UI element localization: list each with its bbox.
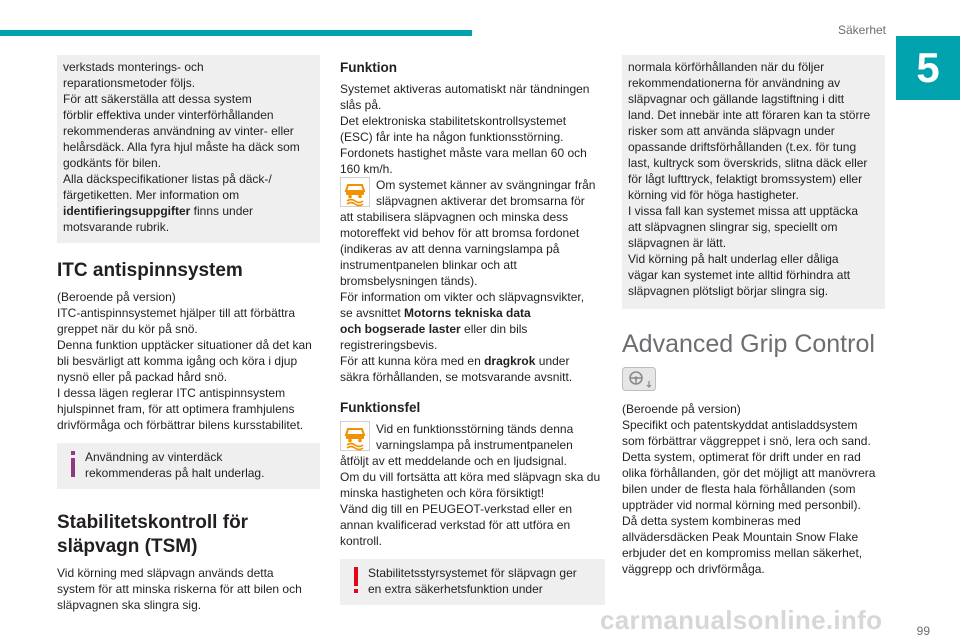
tsm-heading — [57, 511, 320, 559]
text-line: släpvagnen är lätt. — [628, 236, 727, 250]
text-line: Vid en funktionsstörning tänds denna — [376, 422, 574, 436]
text-line: olika förhållanden, gör det möjligt att manövrera — [622, 466, 876, 480]
text-line: som förbättrar väggreppet i snö, lera och sand. — [622, 434, 871, 448]
text-line: godkänts för bilen. — [63, 156, 162, 170]
text-line: Det elektroniska stabilitetskontrollsystemet — [340, 114, 567, 128]
text-line: land. Det innebär inte att föraren kan ta större — [628, 108, 871, 122]
text-line: nysnö eller på packad hård snö. — [57, 370, 228, 384]
text-line: allvädersdäcken Peak Mountain Snow Flake — [622, 530, 859, 544]
warning-continued-box — [622, 55, 885, 309]
exclamation-icon — [344, 565, 368, 595]
text-line: att släpvagnen slingrar sig, speciellt om — [628, 220, 838, 234]
info-note-box — [57, 443, 320, 489]
itc-heading: ITC antispinnsystem — [57, 260, 243, 281]
warning-note-box — [340, 559, 605, 605]
text-line: normala körförhållanden när du följer — [628, 60, 825, 74]
bold-reference: identifieringsuppgifter — [63, 204, 191, 218]
text-fragment: För att kunna köra med en — [340, 354, 485, 368]
text-line: Vänd dig till en PEUGEOT-verkstad eller en — [340, 502, 573, 516]
trailer-sway-warning-icon — [340, 177, 370, 207]
text-line: säkra förhållanden, se motsvarande avsnitt. — [340, 370, 573, 384]
text-line: Vid körning på halt underlag eller dåliga — [628, 252, 839, 266]
text-line: Specifikt och patentskyddat antisladdsystem — [622, 418, 858, 432]
agc-heading: Advanced Grip Control — [622, 330, 875, 358]
text-line: (indikeras av att denna varningslampa på — [340, 242, 560, 256]
wrap-block-1 — [340, 177, 605, 209]
text-line: Vid körning med släpvagn används detta — [57, 566, 274, 580]
text-line — [340, 305, 605, 321]
text-line: uppträder vid normal körning med personbil). — [622, 498, 861, 512]
text-line: vägar kan systemet inte alltid förhindra att — [628, 268, 851, 282]
text-line: opassande driftsförhållanden (t.ex. för tung — [628, 140, 857, 154]
continued-note-box — [57, 55, 320, 243]
text-line: Alla däckspecifikationer listas på däck-/ — [63, 172, 272, 186]
text-line: Användning av vinterdäck — [85, 450, 223, 464]
agc-body — [622, 401, 885, 577]
column-3 — [622, 55, 885, 577]
text-line: helårsdäck. Alla fyra hjul måste ha däck som — [63, 140, 300, 154]
trailer-sway-warning-icon — [340, 421, 370, 451]
text-line: drivförmåga och förbättrar bilens kursstabilitet. — [57, 418, 304, 432]
text-line: rekommenderas på halt underlag. — [85, 466, 265, 480]
text-line: reparationsmetoder följs. — [63, 76, 196, 90]
text-line — [340, 353, 605, 369]
column-2 — [340, 55, 605, 605]
text-fragment: finns under — [190, 204, 254, 218]
text-line: kontroll. — [340, 534, 383, 548]
text-line: varningslampa på instrumentpanelen — [376, 438, 573, 452]
text-line: bilen under de flesta hala förhållanden (som — [622, 482, 856, 496]
text-line: Om du vill fortsätta att köra med släpvagn ska du — [340, 470, 601, 484]
text-line: (Beroende på version) — [622, 402, 741, 416]
text-line: ITC-antispinnsystemet hjälper till att förbättra — [57, 306, 296, 320]
bold-reference: dragkrok — [484, 354, 536, 368]
text-line: last, kultryck som överskrids, slitna däck eller — [628, 156, 868, 170]
text-line: åtföljt av ett meddelande och en ljudsignal. — [340, 454, 567, 468]
text-line: (ESC) får inte ha någon funktionsstörning. — [340, 130, 564, 144]
text-line: Detta system, optimerat för drift under en rad — [622, 450, 861, 464]
text-line: För att säkerställa att dessa system — [63, 92, 252, 106]
text-line: system för att minska riskerna för att bilen och — [57, 582, 302, 596]
text-line: erbjuder det en kompromiss mellan säkerhet, — [622, 546, 863, 560]
text-line: att stabilisera släpvagnen och minska dess — [340, 210, 569, 224]
text-line: släpvagnar och gällande lagstiftning i ditt — [628, 92, 845, 106]
text-line: I dessa lägen reglerar ITC antispinnsystem — [57, 386, 286, 400]
info-icon — [61, 449, 85, 477]
text-line: hjulspinnet fram, för att optimera framhjulens — [57, 402, 295, 416]
text-line: Systemet aktiveras automatiskt när tändningen — [340, 82, 590, 96]
text-line: annan kvalificerad verkstad för att utföra en — [340, 518, 571, 532]
funktionsfel-body — [340, 421, 605, 549]
funktion-body — [340, 81, 605, 385]
text-line: greppet när du kör på snö. — [57, 322, 198, 336]
text-line: Denna funktion upptäcker situationer då det kan — [57, 338, 312, 352]
text-line: rekommendationerna för användning av — [628, 76, 841, 90]
text-line: för lågt lufttryck, felaktigt bromssystem) eller — [628, 172, 863, 186]
text-line: Stabilitetsstyrsystemet för släpvagn ger — [368, 566, 577, 580]
text-fragment: eller din bils — [460, 322, 528, 336]
text-line: körning vid för höga hastigheter. — [628, 188, 799, 202]
grip-control-button-icon — [622, 367, 656, 391]
text-line: släpvagnen ska slingra sig. — [57, 598, 202, 612]
text-line: För information om vikter och släpvagnsvikter, — [340, 290, 585, 304]
text-line: släpvagnen plötsligt börjar slingra sig. — [628, 284, 829, 298]
text-fragment: under — [535, 354, 570, 368]
bold-reference: Motorns tekniska data — [404, 306, 531, 320]
text-line: Fordonets hastighet måste vara mellan 60 och — [340, 146, 587, 160]
text-line: Om systemet känner av svängningar från — [376, 178, 596, 192]
text-line: bli besvärligt att komma igång och köra i djup — [57, 354, 298, 368]
tsm-body — [57, 565, 320, 613]
text-line: minska hastigheten och köra försiktigt! — [340, 486, 545, 500]
chapter-number-tab: 5 — [896, 36, 960, 100]
text-line: bromsbelysningen tänds). — [340, 274, 478, 288]
text-line: färgetiketten. Mer information om — [63, 188, 240, 202]
text-line: en extra säkerhetsfunktion under — [368, 582, 543, 596]
text-line: I vissa fall kan systemet missa att upptäcka — [628, 204, 859, 218]
text-line: motoreffekt vid behov för att bromsa fordonet — [340, 226, 580, 240]
itc-body — [57, 289, 320, 433]
info-note-text — [85, 449, 264, 481]
text-line — [340, 321, 605, 337]
text-line: förblir effektiva under vinterförhållanden — [63, 108, 274, 122]
heading-line: Stabilitetskontroll för — [57, 512, 249, 533]
text-line: risker som att använda släpvagn under — [628, 124, 835, 138]
text-line: motsvarande rubrik. — [63, 220, 170, 234]
bold-reference: och bogserade laster — [340, 322, 461, 336]
wrap-block-2 — [340, 421, 605, 453]
funktionsfel-heading: Funktionsfel — [340, 400, 421, 415]
text-line: registreringsbevis. — [340, 338, 438, 352]
funktion-heading: Funktion — [340, 60, 397, 75]
text-line: släpvagnen aktiverar det bromsarna för — [376, 194, 585, 208]
text-line: Då detta system kombineras med — [622, 514, 801, 528]
text-line: verkstads monterings- och — [63, 60, 204, 74]
heading-line: släpvagn (TSM) — [57, 536, 198, 557]
watermark: carmanualsonline.info — [600, 605, 883, 635]
text-line — [63, 203, 314, 219]
text-line: instrumentpanelen blinkar och att — [340, 258, 517, 272]
text-line: 160 km/h. — [340, 162, 393, 176]
text-line: slås på. — [340, 98, 382, 112]
page-number: 99 — [916, 624, 930, 638]
column-1 — [57, 55, 320, 613]
header-accent-bar — [0, 30, 472, 36]
section-title: Säkerhet — [837, 23, 886, 37]
text-line: (Beroende på version) — [57, 290, 176, 304]
warning-note-text — [368, 565, 577, 597]
text-fragment: se avsnittet — [340, 306, 405, 320]
text-line: rekommenderas användning av vinter- eller — [63, 124, 294, 138]
text-line: väggrepp och drivförmåga. — [622, 562, 765, 576]
